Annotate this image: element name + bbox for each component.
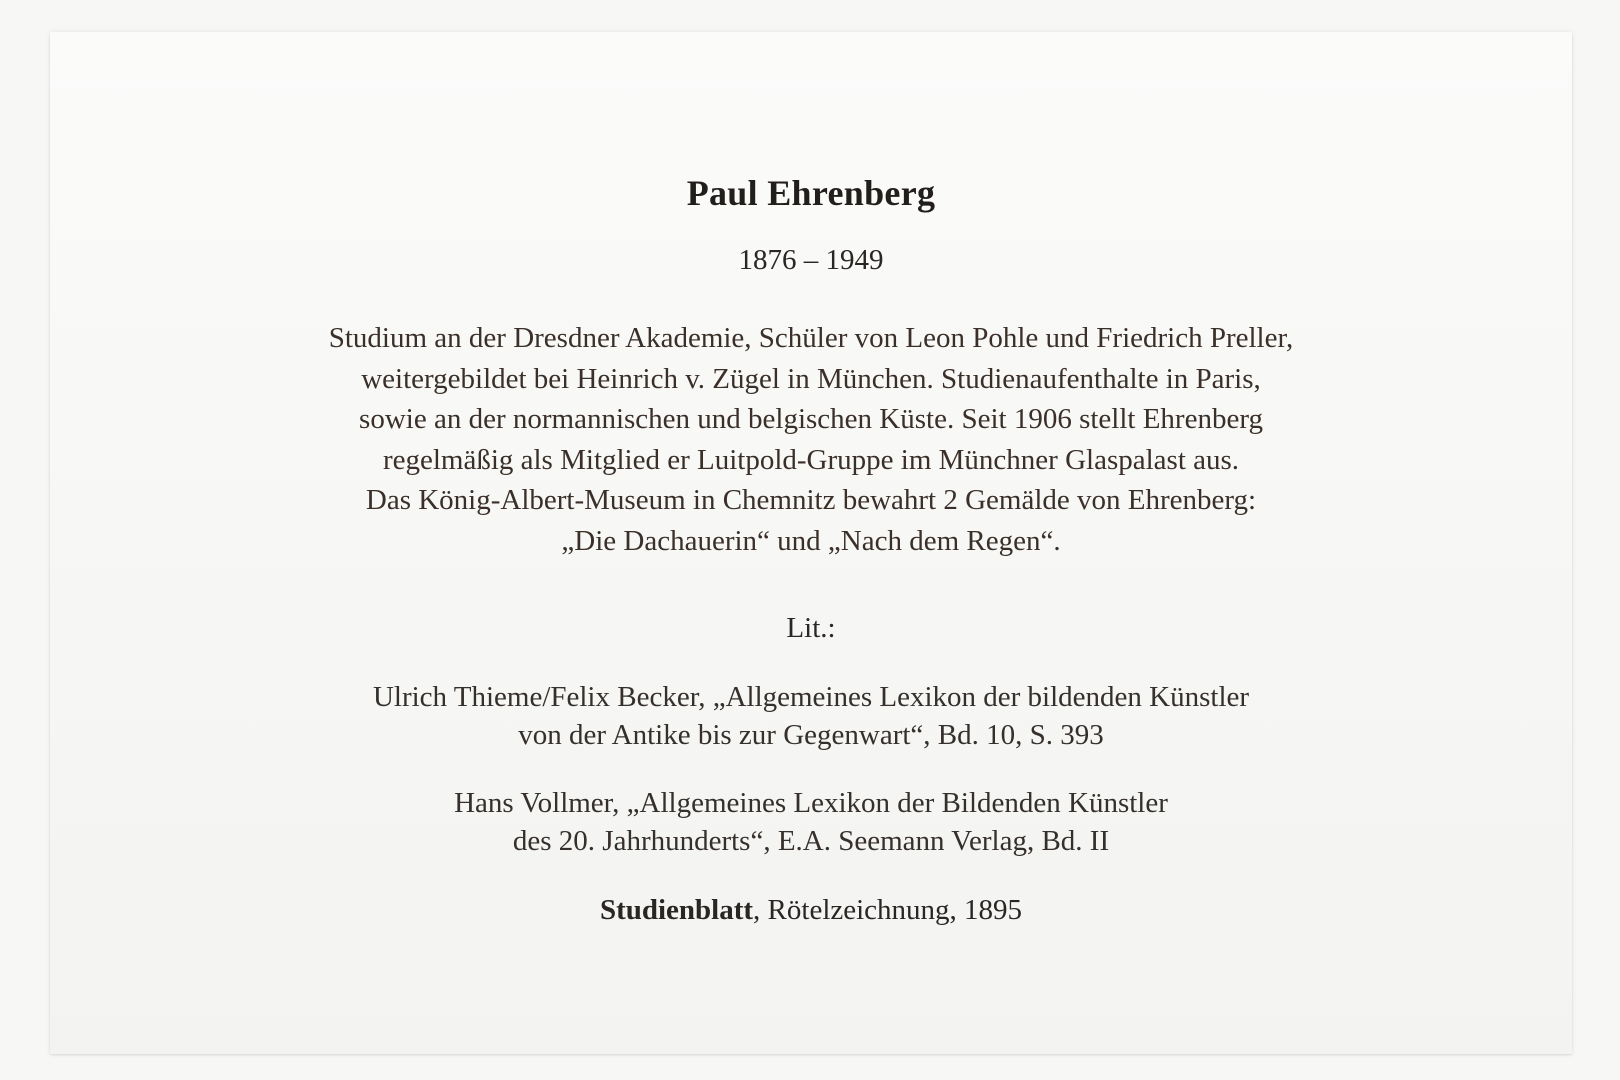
work-title: Studienblatt — [599, 894, 754, 926]
biography-line: weitergebildet bei Heinrich v. Zügel in München. Studienaufenthalte in Paris, — [361, 362, 1261, 395]
artist-name: Paul Ehrenberg — [686, 173, 936, 213]
literature-label: Lit.: — [786, 612, 836, 644]
label-card — [50, 32, 1572, 1054]
biography-line: regelmäßig als Mitglied er Luitpold-Gruppe im Münchner Glaspalast aus. — [382, 443, 1240, 476]
biography-line: sowie an der normannischen und belgischen Küste. Seit 1906 stellt Ehrenberg — [359, 403, 1263, 435]
life-dates: 1876 – 1949 — [738, 244, 884, 276]
biography — [50, 318, 1572, 561]
work-caption — [50, 894, 1572, 927]
biography-line: Studium an der Dresdner Akademie, Schüler von Leon Pohle und Friedrich Preller, — [328, 322, 1294, 354]
reference-line: des 20. Jahrhunderts“, E.A. Seemann Verlag, Bd. II — [512, 825, 1110, 857]
literature-reference-2 — [50, 784, 1572, 860]
reference-line: von der Antike bis zur Gegenwart“, Bd. 10, S. 393 — [518, 719, 1104, 751]
biography-line: „Die Dachauerin“ und „Nach dem Regen“. — [561, 524, 1061, 557]
biography-line: Das König-Albert-Museum in Chemnitz bewahrt 2 Gemälde von Ehrenberg: — [365, 484, 1257, 516]
literature-reference-1 — [50, 678, 1572, 754]
reference-line: Hans Vollmer, „Allgemeines Lexikon der Bildenden Künstler — [454, 787, 1168, 819]
reference-line: Ulrich Thieme/Felix Becker, „Allgemeines Lexikon der bildenden Künstler — [372, 681, 1250, 713]
work-details: , Rötelzeichnung, 1895 — [753, 894, 1023, 926]
